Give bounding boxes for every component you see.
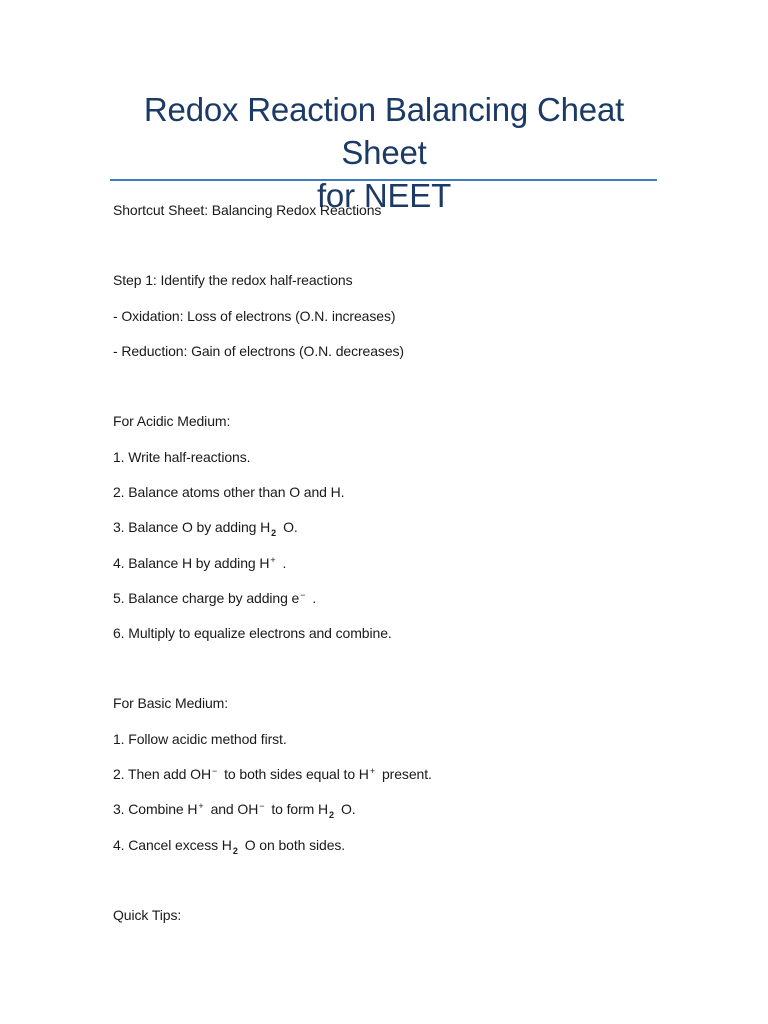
- superscript: +: [369, 766, 375, 776]
- subscript: 2: [232, 846, 238, 856]
- superscript: −: [211, 766, 218, 776]
- document-title: [100, 88, 668, 217]
- basic-step-3: [113, 800, 356, 820]
- quick-tips-heading: Quick Tips:: [113, 907, 182, 923]
- basic-step-3-middle: and OH: [210, 801, 259, 817]
- acidic-step-4: [113, 554, 286, 574]
- basic-step-2-text: 2. Then add OH: [113, 766, 211, 782]
- subscript: 2: [271, 528, 277, 538]
- basic-step-3-form: to form H: [271, 801, 329, 817]
- basic-step-2-middle: to both sides equal to H: [224, 766, 369, 782]
- step1-heading: Step 1: Identify the redox half-reactions: [113, 272, 353, 288]
- acidic-step-3-end: O.: [283, 519, 298, 535]
- acidic-step-6: 6. Multiply to equalize electrons and combine.: [113, 625, 392, 641]
- acidic-step-5-text: 5. Balance charge by adding e: [113, 590, 300, 606]
- subscript: 2: [329, 810, 334, 820]
- basic-step-3-end: O.: [340, 801, 356, 817]
- basic-step-1: 1. Follow acidic method first.: [113, 731, 287, 747]
- superscript: +: [270, 555, 276, 565]
- title-divider: [110, 179, 657, 181]
- acidic-step-1: 1. Write half-reactions.: [113, 449, 251, 465]
- superscript: −: [300, 590, 306, 600]
- oxidation-line: - Oxidation: Loss of electrons (O.N. increases): [113, 308, 396, 324]
- basic-step-2: [113, 765, 432, 785]
- title-line-1: Redox Reaction Balancing Cheat Sheet: [143, 91, 625, 171]
- acidic-step-5-end: .: [312, 590, 317, 606]
- basic-step-4-text: 4. Cancel excess H: [113, 837, 232, 853]
- acidic-step-4-text: 4. Balance H by adding H: [113, 555, 270, 571]
- basic-step-4-end: O on both sides.: [244, 837, 346, 853]
- basic-step-2-end: present.: [381, 766, 432, 782]
- acidic-step-2: 2. Balance atoms other than O and H.: [113, 484, 345, 500]
- basic-step-4: [113, 836, 345, 856]
- basic-step-3-text: 3. Combine H: [113, 801, 198, 817]
- superscript: +: [198, 801, 204, 811]
- intro-line: Shortcut Sheet: Balancing Redox Reactions: [113, 202, 382, 218]
- acidic-step-3-text: 3. Balance O by adding H: [113, 519, 271, 535]
- reduction-line: - Reduction: Gain of electrons (O.N. decreases): [113, 343, 404, 359]
- acidic-step-4-end: .: [282, 555, 287, 571]
- acidic-step-3: [113, 518, 298, 538]
- acidic-step-5: [113, 589, 316, 609]
- basic-heading: For Basic Medium:: [113, 695, 228, 711]
- superscript: −: [259, 801, 265, 811]
- title-line-2: for NEET: [316, 177, 452, 214]
- acidic-heading: For Acidic Medium:: [113, 413, 231, 429]
